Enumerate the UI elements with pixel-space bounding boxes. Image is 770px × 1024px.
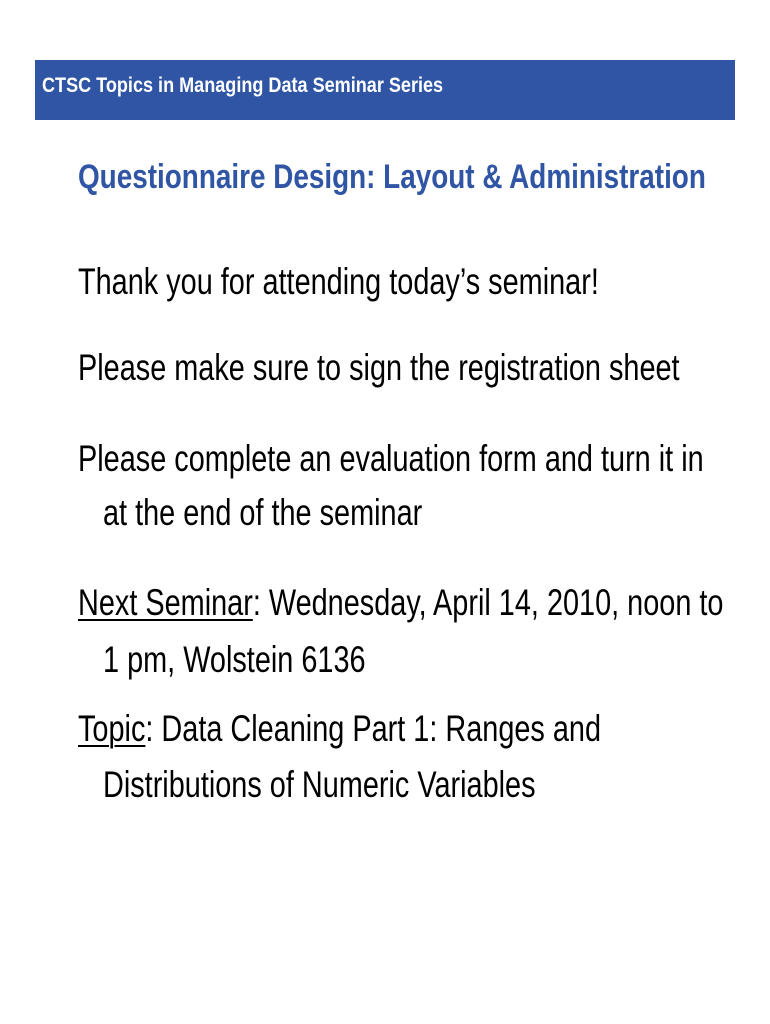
evaluation-text-line2: at the end of the seminar [103, 492, 423, 533]
evaluation-text-line1: Please complete an evaluation form and turn it in [78, 438, 704, 479]
series-title: CTSC Topics in Managing Data Seminar Series [42, 74, 444, 97]
topic-details: : Data Cleaning Part 1: Ranges and [145, 708, 602, 749]
topic-line1 [78, 703, 601, 755]
next-seminar-label: Next Seminar [78, 582, 253, 623]
topic-line2: Distributions of Numeric Variables [103, 764, 536, 805]
next-seminar-details: : Wednesday, April 14, 2010, noon to [252, 582, 724, 623]
topic-label: Topic [78, 708, 146, 749]
thanks-text: Thank you for attending today’s seminar! [78, 261, 599, 302]
next-seminar-line1 [78, 577, 723, 629]
registration-text: Please make sure to sign the registration sheet [78, 347, 680, 388]
next-seminar-line2: 1 pm, Wolstein 6136 [103, 639, 366, 680]
slide-title: Questionnaire Design: Layout & Administration [78, 158, 706, 196]
header-bar [35, 60, 735, 120]
